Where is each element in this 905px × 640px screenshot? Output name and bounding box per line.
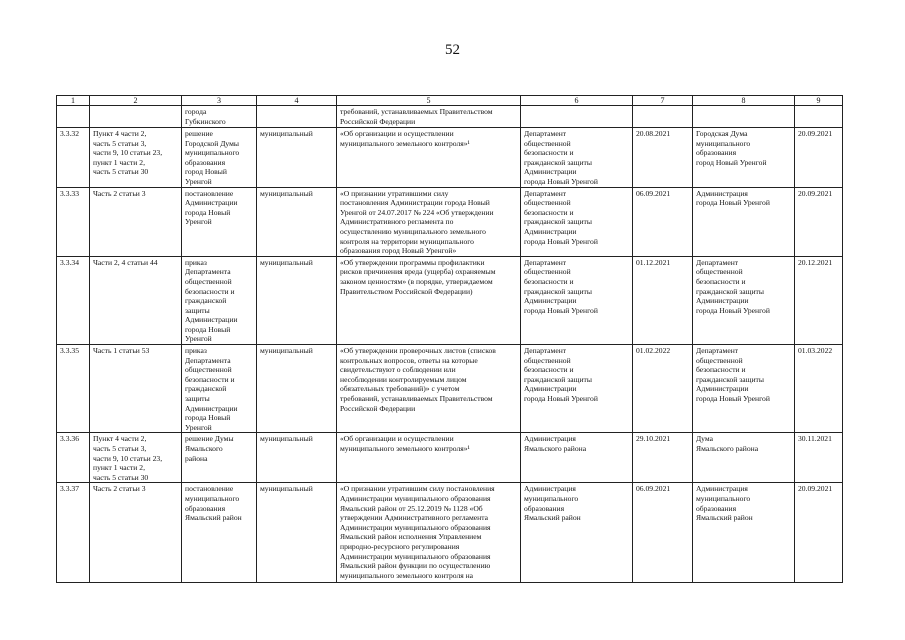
regulation-table — [56, 95, 843, 583]
table-row — [57, 483, 843, 583]
item-number: 3.3.37 — [57, 483, 90, 583]
adoption-date: 20.09.2021 — [795, 483, 843, 583]
law-provision — [90, 106, 182, 128]
submission-date: 29.10.2021 — [633, 433, 693, 483]
submission-date: 01.02.2022 — [633, 345, 693, 433]
adopting-body: Городская Дума муниципального образования город Новый Уренгой — [693, 128, 795, 188]
submission-date — [633, 106, 693, 128]
item-number: 3.3.36 — [57, 433, 90, 483]
item-number: 3.3.34 — [57, 256, 90, 344]
law-provision: Пункт 4 части 2, часть 5 статьи 3, части 9, 10 статьи 23, пункт 1 части 2, часть 5 статьи 30 — [90, 128, 182, 188]
act-title: «Об организации и осуществлении муниципального земельного контроля»¹ — [337, 128, 521, 188]
item-number: 3.3.32 — [57, 128, 90, 188]
table-row — [57, 106, 843, 128]
act-title: «О признании утратившими силу постановления Администрации города Новый Уренгой от 24.07.2017 № 224 «Об утверждении Административного регламента по осуществлению муниципального земельного контроля на территории муниципального образования город Новый Уренгой» — [337, 187, 521, 256]
responsible-body: Администрация Ямальского района — [521, 433, 633, 483]
act-type: решение Думы Ямальского района — [182, 433, 257, 483]
table-row — [57, 187, 843, 256]
submission-date: 06.09.2021 — [633, 483, 693, 583]
adoption-date — [795, 106, 843, 128]
responsible-body: Администрация муниципального образования Ямальский район — [521, 483, 633, 583]
act-title: «О признании утратившим силу постановления Администрации муниципального образования Ямальский район от 25.12.2019 № 1128 «Об утверждении Административного регламента Администрации муниципального образования Ямальский район исполнения Управлением природно-ресурсного регулирования Администрации муниципального образования Ямальский район функции по осуществлению муниципального земельного контроля на — [337, 483, 521, 583]
column-number: 2 — [90, 96, 182, 106]
responsible-body — [521, 106, 633, 128]
act-level — [257, 106, 337, 128]
adoption-date: 20.09.2021 — [795, 128, 843, 188]
adopting-body: Администрация города Новый Уренгой — [693, 187, 795, 256]
item-number: 3.3.35 — [57, 345, 90, 433]
responsible-body: Департамент общественной безопасности и гражданской защиты Администрации города Новый Уренгой — [521, 128, 633, 188]
act-type: постановление муниципального образования Ямальский район — [182, 483, 257, 583]
adoption-date: 20.09.2021 — [795, 187, 843, 256]
table-row — [57, 433, 843, 483]
column-number: 7 — [633, 96, 693, 106]
column-number-row — [57, 96, 843, 106]
adoption-date: 20.12.2021 — [795, 256, 843, 344]
page-number: 52 — [445, 42, 460, 58]
act-title: «Об организации и осуществлении муниципального земельного контроля»¹ — [337, 433, 521, 483]
column-number: 5 — [337, 96, 521, 106]
act-level: муниципальный — [257, 256, 337, 344]
act-type: решение Городской Думы муниципального образования город Новый Уренгой — [182, 128, 257, 188]
responsible-body: Департамент общественной безопасности и гражданской защиты Администрации города Новый Уренгой — [521, 256, 633, 344]
table-row — [57, 256, 843, 344]
act-type: постановление Администрации города Новый Уренгой — [182, 187, 257, 256]
act-level: муниципальный — [257, 128, 337, 188]
submission-date: 20.08.2021 — [633, 128, 693, 188]
adopting-body: Департамент общественной безопасности и гражданской защиты Администрации города Новый Уренгой — [693, 256, 795, 344]
submission-date: 01.12.2021 — [633, 256, 693, 344]
adopting-body: Департамент общественной безопасности и гражданской защиты Администрации города Новый Уренгой — [693, 345, 795, 433]
act-title: «Об утверждении проверочных листов (списков контрольных вопросов, ответы на которые свидетельствуют о соблюдении или несоблюдении контролируемым лицом обязательных требований)» с учетом требований, устанавливаемых Правительством Российской Федерации — [337, 345, 521, 433]
adoption-date: 01.03.2022 — [795, 345, 843, 433]
submission-date: 06.09.2021 — [633, 187, 693, 256]
act-title: «Об утверждении программы профилактики рисков причинения вреда (ущерба) охраняемым законом ценностям» (в порядке, утверждаемом Правительством Российской Федерации) — [337, 256, 521, 344]
law-provision: Части 2, 4 статьи 44 — [90, 256, 182, 344]
item-number — [57, 106, 90, 128]
adoption-date: 30.11.2021 — [795, 433, 843, 483]
responsible-body: Департамент общественной безопасности и гражданской защиты Администрации города Новый Уренгой — [521, 187, 633, 256]
column-number: 9 — [795, 96, 843, 106]
law-provision: Часть 2 статьи 3 — [90, 187, 182, 256]
act-level: муниципальный — [257, 345, 337, 433]
act-title: требований, устанавливаемых Правительством Российской Федерации — [337, 106, 521, 128]
adopting-body — [693, 106, 795, 128]
column-number: 8 — [693, 96, 795, 106]
adopting-body: Администрация муниципального образования Ямальский район — [693, 483, 795, 583]
law-provision: Часть 1 статьи 53 — [90, 345, 182, 433]
table-row — [57, 128, 843, 188]
column-number: 6 — [521, 96, 633, 106]
act-level: муниципальный — [257, 433, 337, 483]
act-level: муниципальный — [257, 483, 337, 583]
act-level: муниципальный — [257, 187, 337, 256]
law-provision: Часть 2 статьи 3 — [90, 483, 182, 583]
column-number: 3 — [182, 96, 257, 106]
law-provision: Пункт 4 части 2, часть 5 статьи 3, части 9, 10 статьи 23, пункт 1 части 2, часть 5 статьи 30 — [90, 433, 182, 483]
act-type: приказ Департамента общественной безопасности и гражданской защиты Администрации города Новый Уренгой — [182, 345, 257, 433]
column-number: 4 — [257, 96, 337, 106]
responsible-body: Департамент общественной безопасности и гражданской защиты Администрации города Новый Уренгой — [521, 345, 633, 433]
column-number: 1 — [57, 96, 90, 106]
item-number: 3.3.33 — [57, 187, 90, 256]
act-type: города Губкинского — [182, 106, 257, 128]
table-row — [57, 345, 843, 433]
adopting-body: Дума Ямальского района — [693, 433, 795, 483]
act-type: приказ Департамента общественной безопасности и гражданской защиты Администрации города Новый Уренгой — [182, 256, 257, 344]
